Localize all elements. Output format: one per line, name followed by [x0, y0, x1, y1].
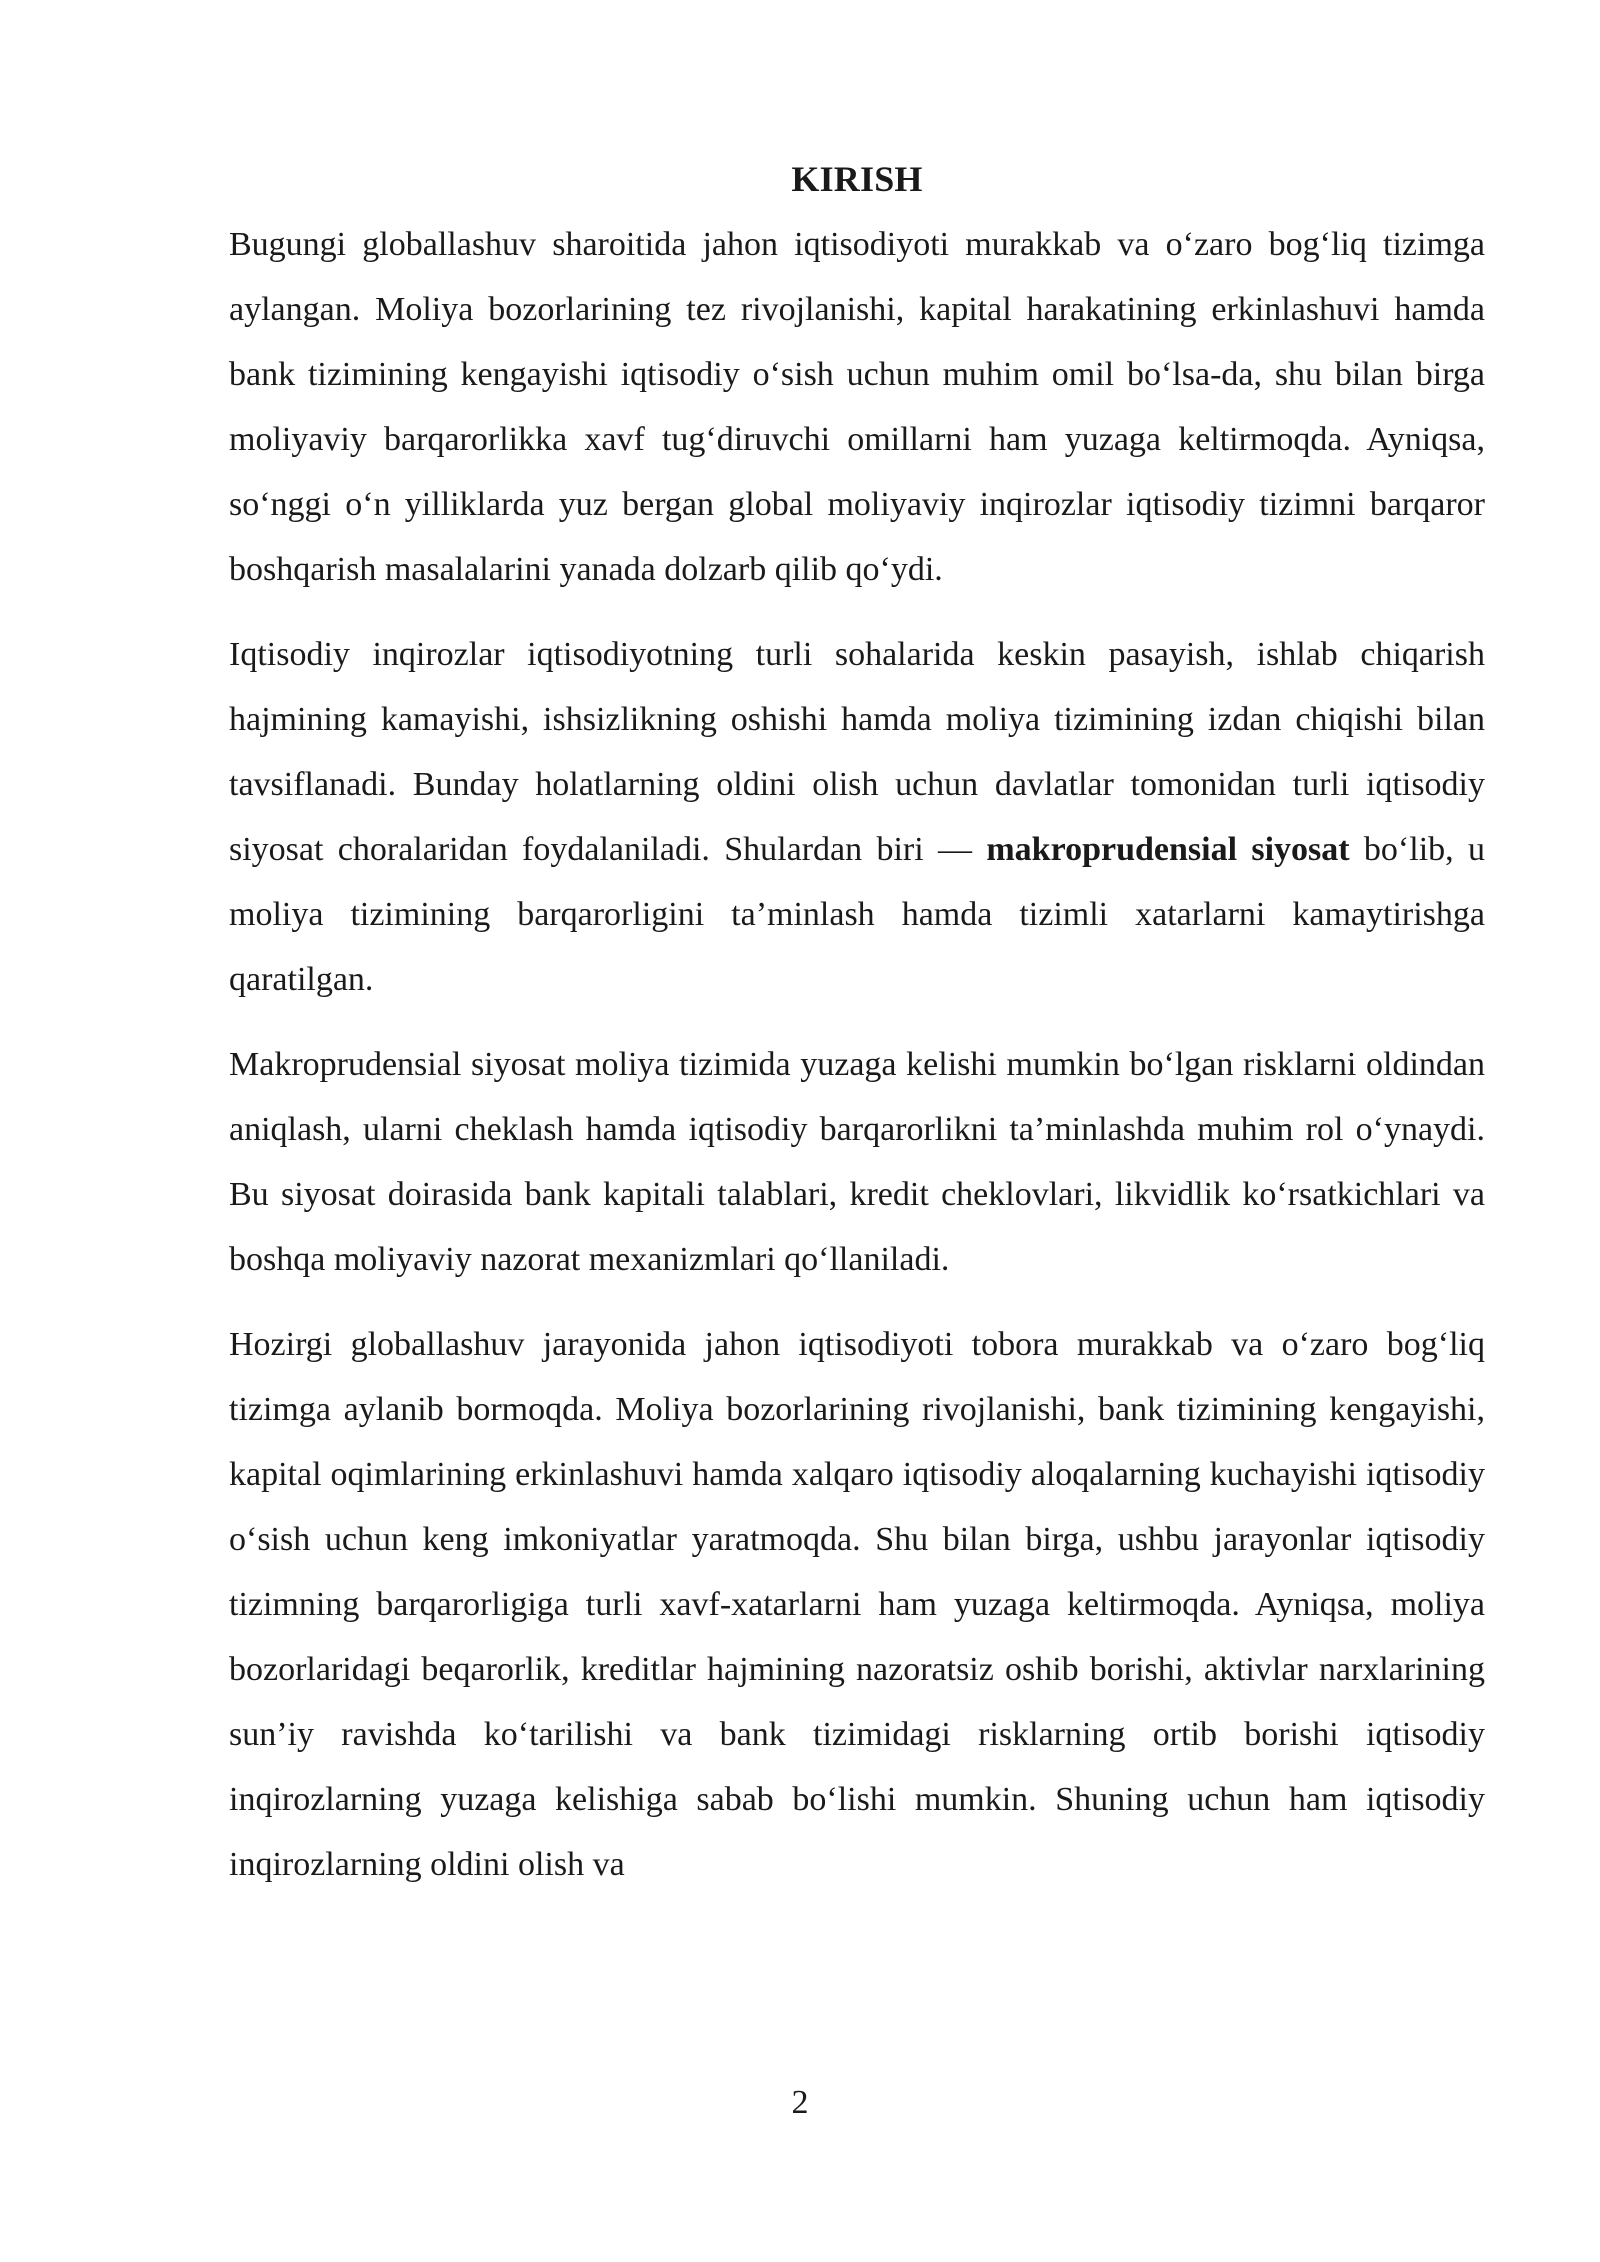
- paragraph-4: Hozirgi globallashuv jarayonida jahon iqtisodiyoti tobora murakkab va o‘zaro bog‘liq tizimga aylanib bormoqda. Moliya bozorlarining rivojlanishi, bank tizimining kengayishi, kapital oqimlarining erkinlashuvi hamda xalqaro iqtisodiy aloqalarning kuchayishi iqtisodiy o‘sish uchun keng imkoniyatlar yaratmoqda. Shu bilan birga, ushbu jarayonlar iqtisodiy tizimning barqarorligiga turli xavf-xatarlarni ham yuzaga keltirmoqda. Ayniqsa, moliya bozorlaridagi beqarorlik, kreditlar hajmining nazoratsiz oshib borishi, aktivlar narxlarining sun’iy ravishda ko‘tarilishi va bank tizimidagi risklarning ortib borishi iqtisodiy inqirozlarning yuzaga kelishiga sabab bo‘lishi mumkin. Shuning uchun ham iqtisodiy inqirozlarning oldini olish va: [229, 1326, 1485, 1883]
- paragraph-2-text-after: bo‘lib, u moliya tizimining barqarorligini ta’minlash hamda tizimli xatarlarni kamaytirishga qaratilgan.: [229, 831, 1485, 998]
- paragraph-3: Makroprudensial siyosat moliya tizimida yuzaga kelishi mumkin bo‘lgan risklarni oldindan aniqlash, ularni cheklash hamda iqtisodiy barqarorlikni ta’minlashda muhim rol o‘ynaydi. Bu siyosat doirasida bank kapitali talablari, kredit cheklovlari, likvidlik ko‘rsatkichlari va boshqa moliyaviy nazorat mexanizmlari qo‘llaniladi.: [229, 1046, 1485, 1278]
- paragraph-2-text-before: Iqtisodiy inqirozlar iqtisodiyotning turli sohalarida keskin pasayish, ishlab chiqarish hajmining kamayishi, ishsizlikning oshishi hamda moliya tizimining izdan chiqishi bilan tavsiflanadi. Bunday holatlarning oldini olish uchun davlatlar tomonidan turli iqtisodiy siyosat choralaridan foydalaniladi. Shulardan biri —: [229, 636, 1485, 868]
- section-title: KIRISH: [791, 159, 923, 199]
- paragraph-2: [229, 622, 1485, 1012]
- bold-term: makroprudensial siyosat: [986, 831, 1350, 868]
- page-number: 2: [791, 2084, 809, 2121]
- paragraph-1: Bugungi globallashuv sharoitida jahon iqtisodiyoti murakkab va o‘zaro bog‘liq tizimga aylangan. Moliya bozorlarining tez rivojlanishi, kapital harakatining erkinlashuvi hamda bank tizimining kengayishi iqtisodiy o‘sish uchun muhim omil bo‘lsa-da, shu bilan birga moliyaviy barqarorlikka xavf tug‘diruvchi omillarni ham yuzaga keltirmoqda. Ayniqsa, so‘nggi o‘n yilliklarda yuz bergan global moliyaviy inqirozlar iqtisodiy tizimni barqaror boshqarish masalalarini yanada dolzarb qilib qo‘ydi.: [229, 226, 1485, 588]
- page-content: [229, 150, 1485, 1917]
